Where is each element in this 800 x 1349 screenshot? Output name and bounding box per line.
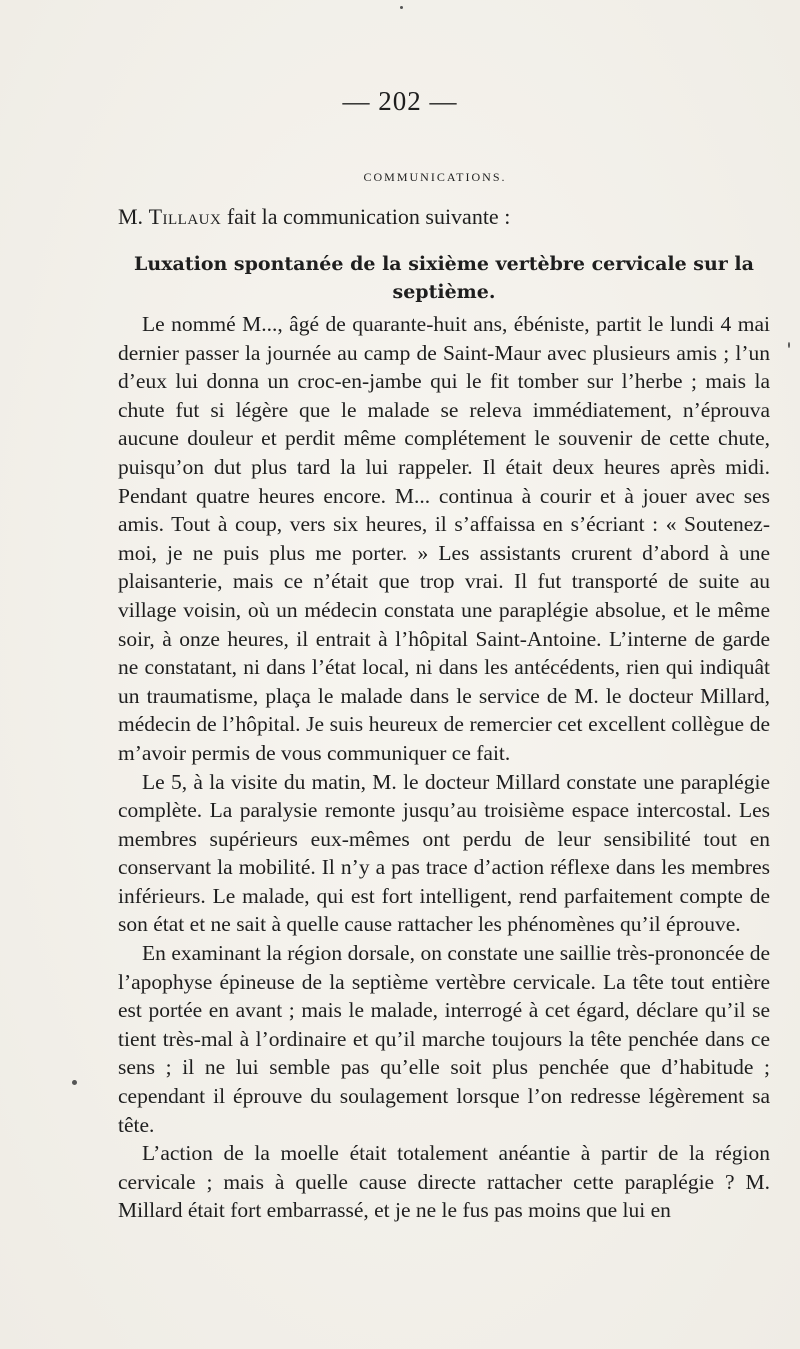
intro-rest: fait la communication suivante : bbox=[221, 204, 511, 229]
paragraph: L’action de la moelle était totalement anéantie à partir de la région cervicale ; mais à quelle cause directe rattacher cette paraplégie ? M. Millard était fort embarrassé, et je ne le fus pas moins que lui en bbox=[118, 1141, 770, 1223]
ink-speck bbox=[72, 1080, 77, 1085]
intro-line bbox=[118, 204, 770, 230]
page-number: — 202 — bbox=[342, 86, 458, 116]
ink-speck bbox=[788, 342, 790, 348]
ink-speck bbox=[400, 6, 403, 9]
article-body bbox=[118, 310, 770, 1225]
paragraph: En examinant la région dorsale, on constate une saillie très-prononcée de l’apophyse épineuse de la septième vertèbre cervicale. La tête tout entière est portée en avant ; mais le malade, interrogé à cet égard, déclare qu’il se tient très-mal à l’ordinaire et qu’il marche toujours la tête penchée dans ce sens ; il ne lui semble pas qu’elle soit plus penchée que d’habitude ; cependant il éprouve du soulagement lorsque l’on redresse légèrement sa tête. bbox=[118, 941, 770, 1137]
author-name: Tillaux bbox=[148, 204, 222, 229]
section-heading: COMMUNICATIONS. bbox=[363, 170, 507, 184]
article-title: Luxation spontanée de la sixième vertèbre cervicale sur la septième. bbox=[134, 253, 754, 303]
paragraph: Le 5, à la visite du matin, M. le docteur Millard constate une paraplégie complète. La paralysie remonte jusqu’au troisième espace intercostal. Les membres supérieurs eux-mêmes ont perdu de leur sensibilité tout en conservant la mobilité. Il n’y a pas trace d’action réflexe dans les membres inférieurs. Le malade, qui est fort intelligent, rend parfaitement compte de son état et ne sait à quelle cause rattacher les phénomènes qu’il éprouve. bbox=[118, 769, 770, 937]
paragraph: Le nommé M..., âgé de quarante-huit ans, ébéniste, partit le lundi 4 mai dernier passer la journée au camp de Saint-Maur avec plusieurs amis ; l’un d’eux lui donna un croc-en-jambe qui le fit tomber sur l’herbe ; mais la chute fut si légère que le malade se releva immédiatement, n’éprouva aucune douleur et perdit même complétement le souvenir de cette chute, puisqu’on dut plus tard la lui rappeler. Il était deux heures après midi. Pendant quatre heures encore. M... continua à courir et à jouer avec ses amis. Tout à coup, vers six heures, il s’affaissa en s’écriant : « Soutenez-moi, je ne puis plus me porter. » Les assistants crurent d’abord à une plaisanterie, mais ce n’était que trop vrai. Il fut transporté de suite au village voisin, où un médecin constata une paraplégie absolue, et le même soir, à onze heures, il entrait à l’hôpital Saint-Antoine. L’interne de garde ne constatant, ni dans l’état local, ni dans les antécédents, rien qui indiquât un traumatisme, plaça le malade dans le service de M. le docteur Millard, médecin de l’hôpital. Je suis heureux de remercier cet excellent collègue de m’avoir permis de vous communiquer ce fait. bbox=[118, 312, 770, 765]
intro-prefix: M. bbox=[118, 204, 149, 229]
